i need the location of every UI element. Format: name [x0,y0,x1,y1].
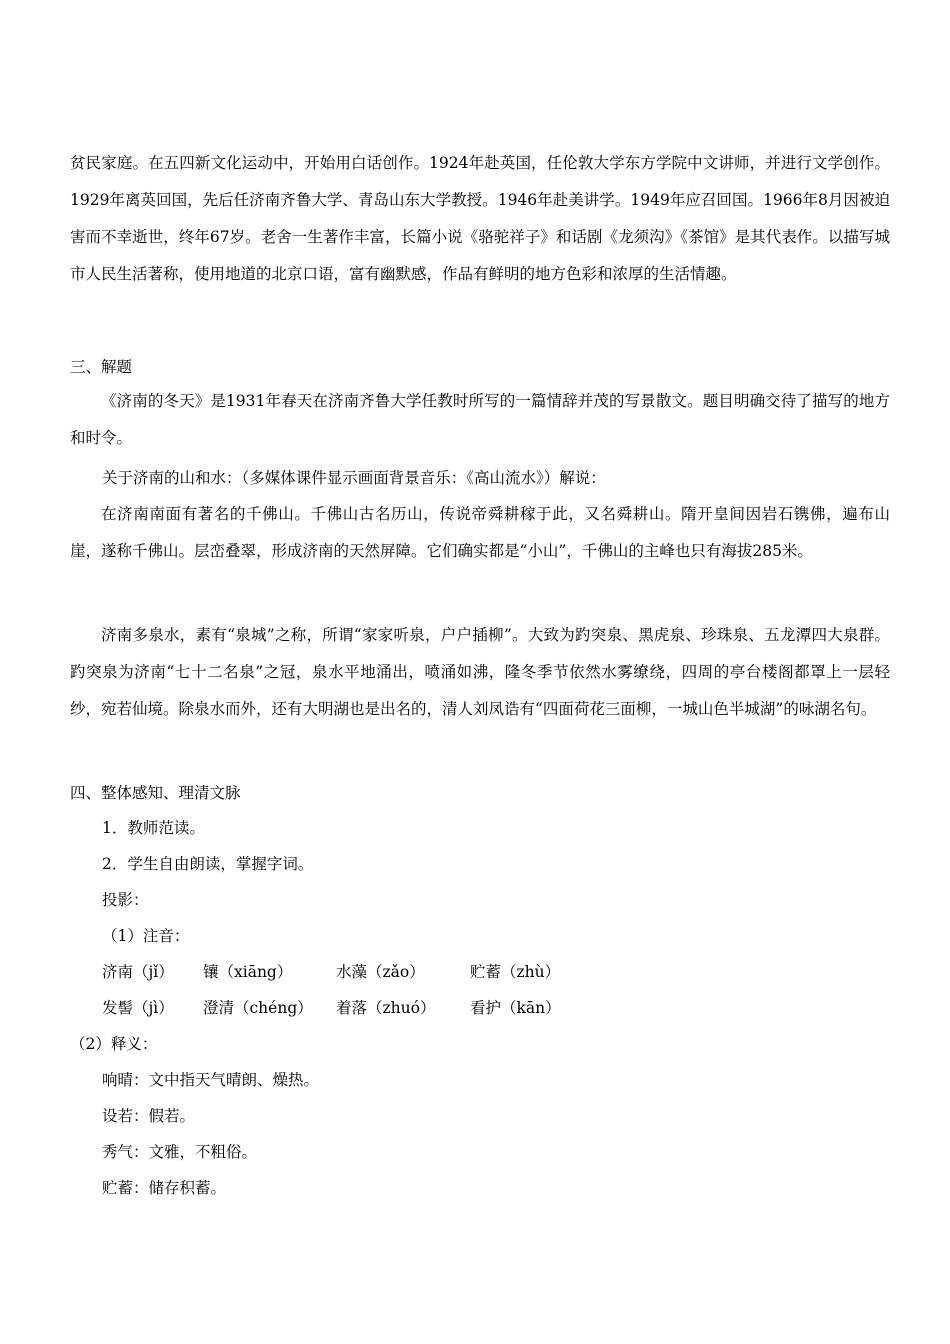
phonetic-item: 着落（zhuó） [336,999,436,1017]
phonetic-item: 看护（kān） [470,999,561,1017]
section-4-heading: 四、整体感知、理清文脉 [70,784,241,802]
phonetic-item: 发髻（jì） [102,999,174,1017]
phonetic-item: 济南（jǐ） [102,963,174,981]
phonetic-item: 水藻（zǎo） [336,963,425,981]
title-explanation-paragraph: 《济南的冬天》是1931年春天在济南齐鲁大学任教时所写的一篇情辞并茂的写景散文。题目明确交待了描写的地方和时令。 [70,392,890,447]
definition-item: 响晴：文中指天气晴朗、燥热。 [102,1071,320,1089]
qianfo-mountain-paragraph: 在济南南面有著名的千佛山。千佛山古名历山，传说帝舜耕稼于此，又名舜耕山。隋开皇间因岩石镌佛，遍布山崖，遂称千佛山。层峦叠翠，形成济南的天然屏障。它们确实都是“小山”，千佛山的主峰也只有海拔285米。 [70,505,890,560]
projection-label: 投影： [102,891,149,909]
phonetic-item: 澄清（chéng） [203,999,313,1017]
definition-item: 秀气：文雅，不粗俗。 [102,1143,258,1161]
definition-item: 设若：假若。 [102,1107,196,1125]
definitions-label: （2）释义： [70,1035,158,1053]
step-2: 2．学生自由朗读，掌握字词。 [102,855,314,873]
phonetic-item: 贮蓄（zhù） [470,963,561,981]
author-bio-paragraph: 贫民家庭。在五四新文化运动中，开始用白话创作。1924年赴英国，任伦敦大学东方学院中文讲师，并进行文学创作。1929年离英回国，先后任济南齐鲁大学、青岛山东大学教授。1946年赴美讲学。1949年应召回国。1966年8月因被迫害而不幸逝世，终年67岁。老舍一生著作丰富，长篇小说《骆驼祥子》和话剧《龙须沟》《茶馆》是其代表作。以描写城市人民生活著称，使用地道的北京口语，富有幽默感，作品有鲜明的地方色彩和浓厚的生活情趣。 [70,154,890,283]
step-1: 1．教师范读。 [102,819,205,837]
section-3-heading: 三、解题 [70,358,133,376]
phonetics-label: （1）注音： [102,927,190,945]
definition-item: 贮蓄：储存积蓄。 [102,1179,227,1197]
springs-paragraph: 济南多泉水，素有“泉城”之称，所谓“家家听泉，户户插柳”。大致为趵突泉、黑虎泉、珍珠泉、五龙潭四大泉群。趵突泉为济南“七十二名泉”之冠，泉水平地涌出，喷涌如沸，隆冬季节依然水雾缭绕，四周的亭台楼阁都罩上一层轻纱，宛若仙境。除泉水而外，还有大明湖也是出名的，清人刘凤诰有“四面荷花三面柳，一城山色半城湖”的咏湖名句。 [70,626,890,718]
phonetic-item: 镶（xiāng） [203,963,293,981]
mountains-water-intro: 关于济南的山和水：（多媒体课件显示画面背景音乐：《高山流水》）解说： [102,469,606,487]
